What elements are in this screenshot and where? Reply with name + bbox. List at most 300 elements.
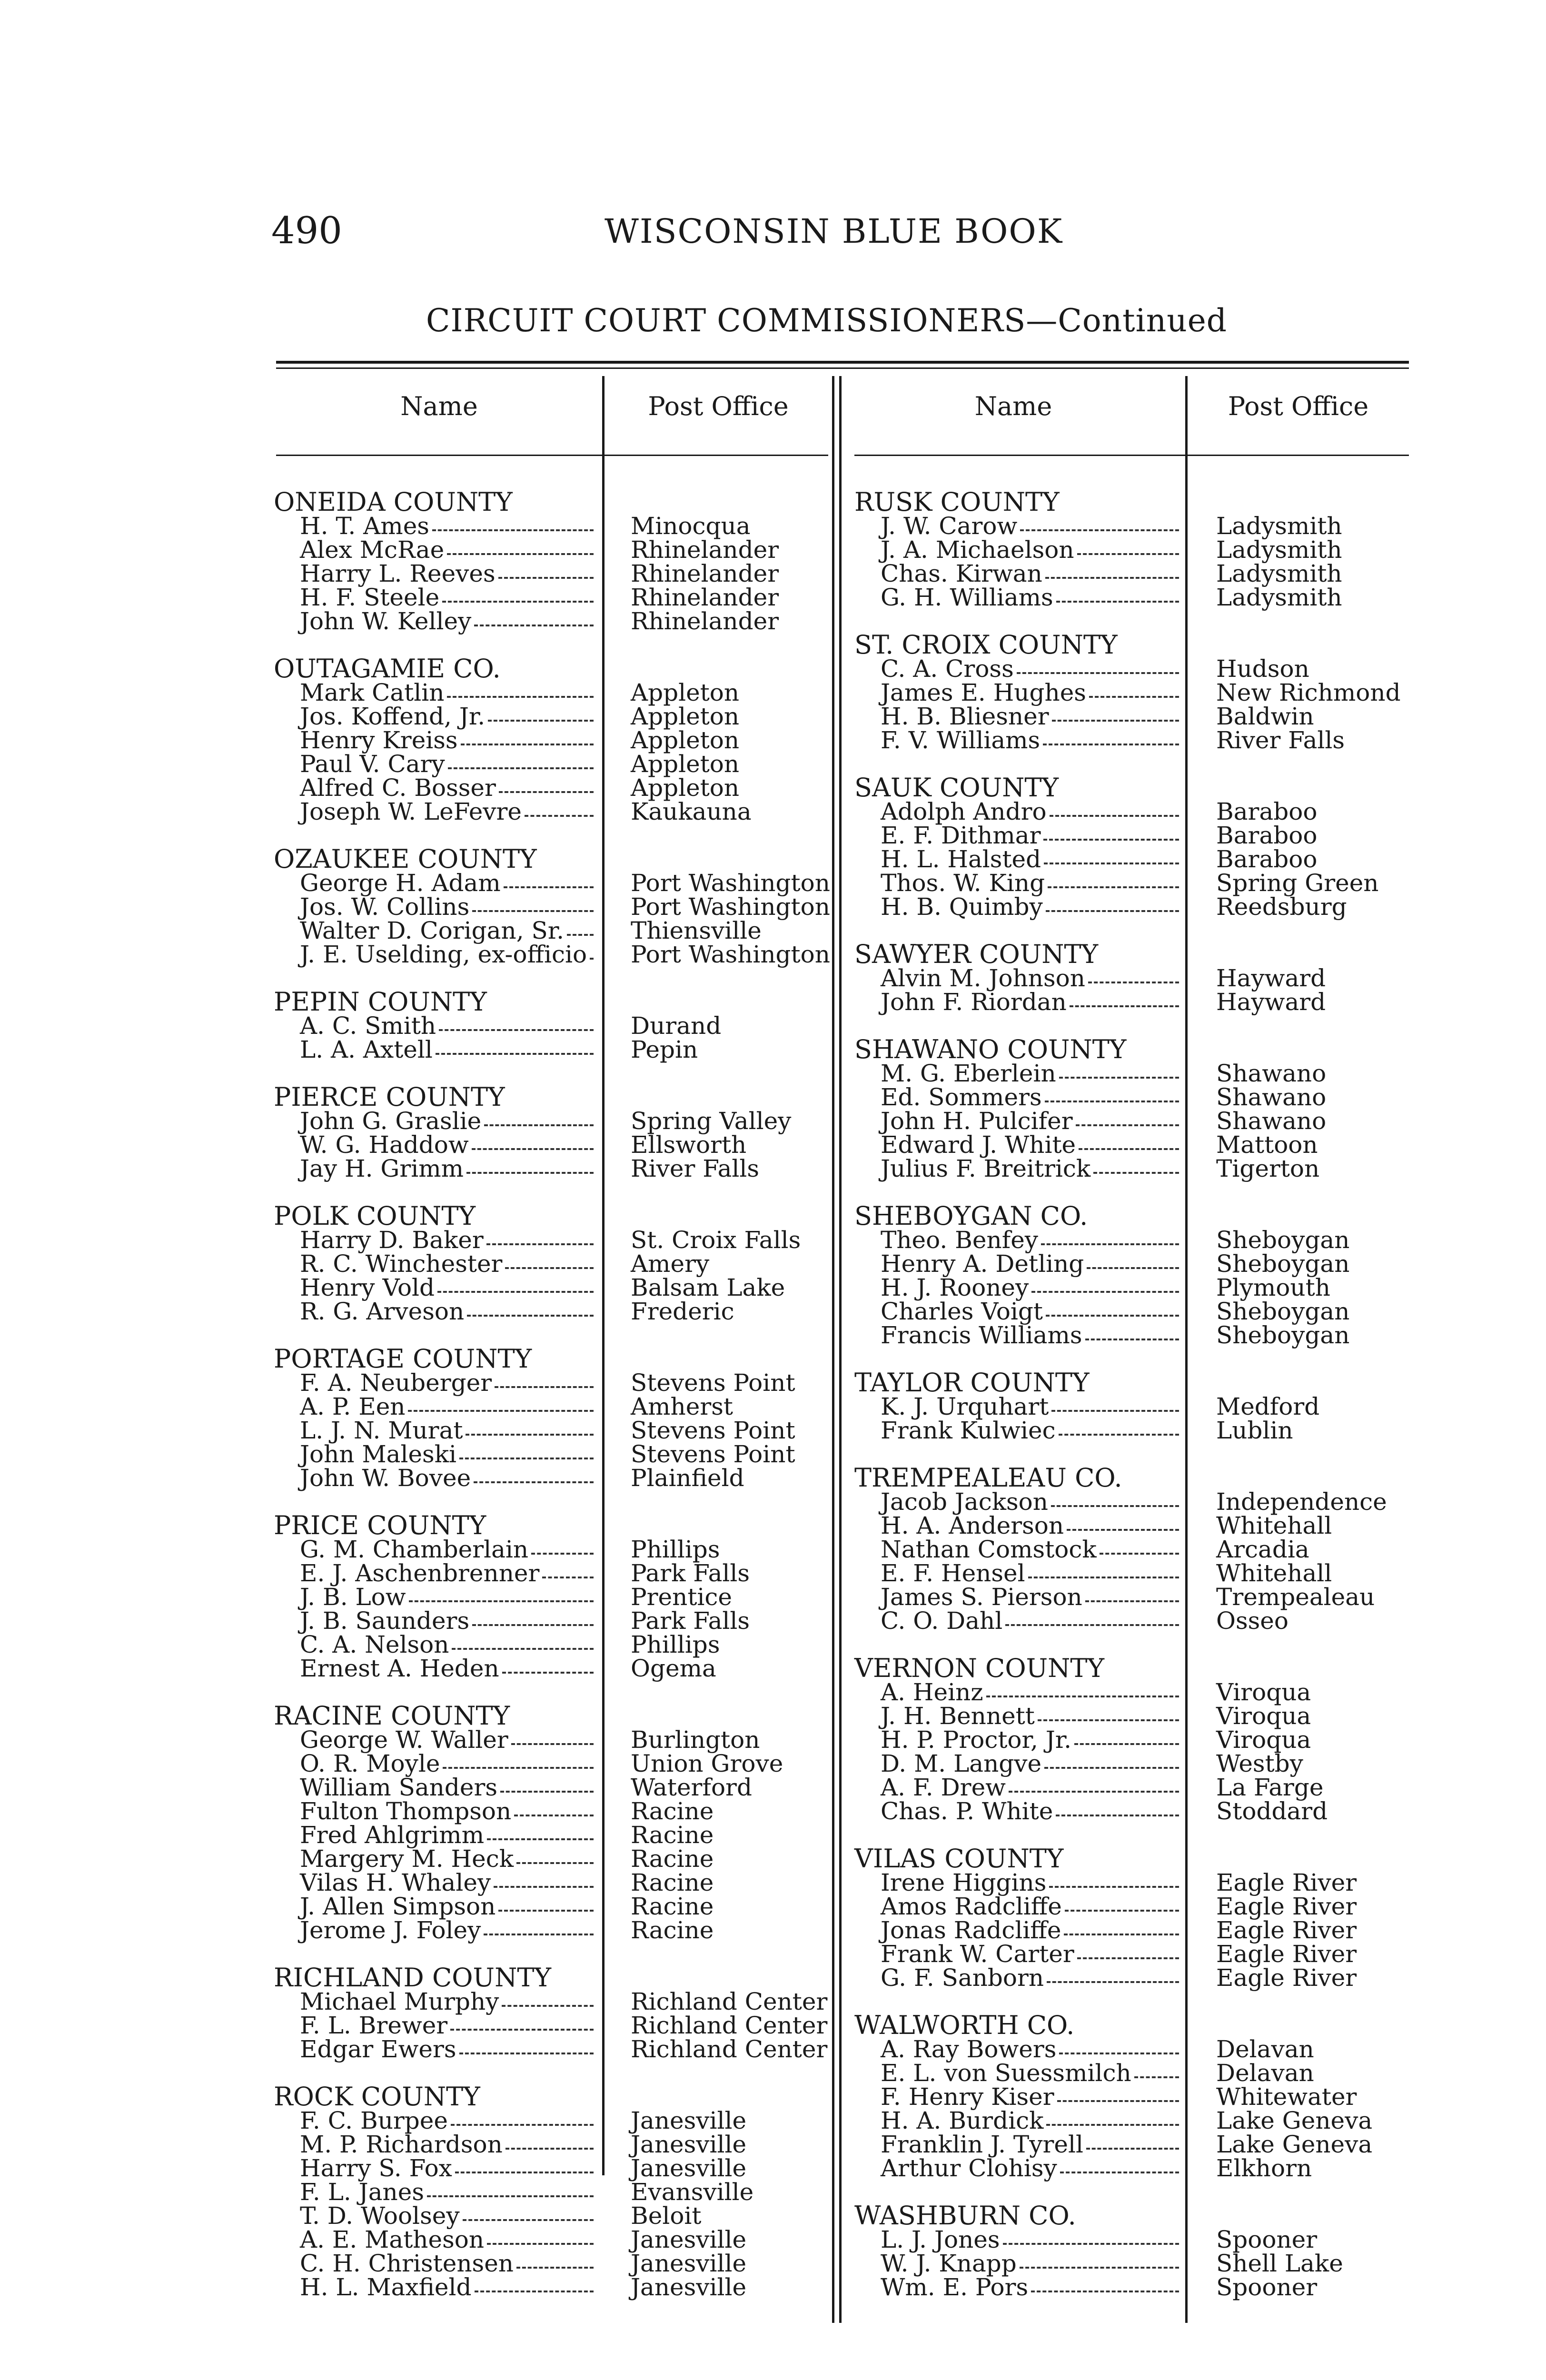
commissioner-row	[274, 2204, 830, 2228]
leader-dots	[1048, 886, 1179, 888]
commissioner-row	[854, 704, 1401, 728]
post-office: St. Croix Falls	[631, 1226, 801, 1254]
page-number: 490	[271, 209, 342, 252]
commissioner-row	[274, 538, 830, 562]
commissioner-name: John F. Riordan	[881, 988, 1067, 1016]
commissioner-row	[274, 562, 830, 585]
leader-dots	[525, 815, 594, 817]
commissioner-name: Vilas H. Whaley	[300, 1869, 491, 1896]
commissioner-name-cell	[274, 895, 602, 919]
post-office: Richland Center	[631, 2012, 828, 2039]
commissioner-name: Henry Kreiss	[300, 726, 458, 754]
commissioner-name-cell	[274, 1656, 602, 1680]
leader-dots	[474, 1481, 594, 1483]
commissioner-name: R. G. Arveson	[300, 1298, 465, 1325]
commissioner-name-cell	[854, 1609, 1188, 1633]
leader-dots	[488, 720, 594, 722]
commissioner-name-cell	[274, 585, 602, 609]
post-office: Ladysmith	[1216, 584, 1342, 611]
commissioner-name-cell	[274, 800, 602, 823]
commissioner-name-cell	[274, 2132, 602, 2156]
commissioner-name: Mark Catlin	[300, 679, 445, 706]
commissioner-name: C. O. Dahl	[881, 1607, 1003, 1635]
commissioner-name: A. E. Matheson	[300, 2226, 485, 2253]
post-office: Rhinelander	[631, 607, 779, 635]
post-office: Racine	[631, 1869, 714, 1896]
commissioner-name: C. H. Christensen	[300, 2250, 514, 2277]
county-heading: PEPIN COUNTY	[274, 987, 487, 1017]
leader-dots	[448, 767, 594, 769]
county-group	[854, 2010, 1401, 2204]
post-office: Janesville	[631, 2131, 747, 2158]
county-group	[274, 987, 830, 1085]
post-office: Trempealeau	[1216, 1583, 1375, 1611]
commissioner-row	[274, 1038, 830, 1061]
leader-dots	[443, 1767, 594, 1769]
county-group	[854, 939, 1401, 1038]
leader-dots	[1044, 863, 1179, 864]
county-heading: SHAWANO COUNTY	[854, 1034, 1127, 1064]
commissioner-name-cell	[274, 1799, 602, 1823]
commissioner-row	[274, 942, 830, 966]
post-office: Union Grove	[631, 1750, 783, 1777]
post-office: River Falls	[631, 1155, 760, 1182]
leader-dots	[1017, 672, 1179, 674]
post-office: Frederic	[631, 1298, 734, 1325]
leader-dots	[1070, 1005, 1179, 1007]
post-office: Prentice	[631, 1583, 733, 1611]
commissioner-row	[274, 895, 830, 919]
post-office: Shawano	[1216, 1107, 1327, 1135]
commissioner-name: Wm. E. Pors	[881, 2273, 1029, 2301]
commissioner-row	[854, 1680, 1401, 1704]
commissioner-row	[854, 1133, 1401, 1157]
leader-dots	[1087, 1267, 1179, 1269]
commissioner-row	[274, 1918, 830, 1942]
commissioner-row	[274, 2132, 830, 2156]
county-group	[274, 844, 830, 990]
top-rule-thin	[276, 367, 1409, 369]
commissioner-row	[274, 800, 830, 823]
commissioner-name-cell	[854, 538, 1188, 562]
commissioner-name: A. P. Een	[300, 1393, 406, 1420]
commissioner-row	[854, 1561, 1401, 1585]
commissioner-name-cell	[274, 919, 602, 942]
leader-dots	[986, 1696, 1179, 1697]
commissioner-name: A. C. Smith	[300, 1012, 436, 1040]
commissioner-row	[854, 1157, 1401, 1180]
commissioner-name: M. P. Richardson	[300, 2131, 503, 2158]
commissioner-name-cell	[854, 1799, 1188, 1823]
commissioner-row	[274, 609, 830, 633]
leader-dots	[1052, 720, 1179, 722]
post-office: Eagle River	[1216, 1893, 1357, 1920]
post-office: Viroqua	[1216, 1702, 1311, 1730]
commissioner-name: Harry S. Fox	[300, 2154, 452, 2182]
commissioner-name-cell	[854, 2132, 1188, 2156]
leader-dots	[1064, 1934, 1179, 1935]
commissioner-name: Theo. Benfey	[881, 1226, 1039, 1254]
commissioner-name-cell	[274, 728, 602, 752]
leader-dots	[498, 577, 594, 579]
leader-dots	[1028, 1577, 1179, 1578]
commissioner-name: H. L. Halsted	[881, 845, 1041, 873]
commissioner-name: J. B. Low	[300, 1583, 406, 1611]
commissioner-name: H. A. Anderson	[881, 1512, 1064, 1539]
leader-dots	[1056, 601, 1179, 603]
commissioner-name: A. Heinz	[881, 1678, 983, 1706]
commissioner-row	[274, 728, 830, 752]
county-heading: RICHLAND COUNTY	[274, 1963, 551, 1993]
post-office: Janesville	[631, 2226, 747, 2253]
commissioner-row	[854, 1871, 1401, 1894]
commissioner-row	[274, 1228, 830, 1252]
commissioner-row	[274, 1537, 830, 1561]
commissioner-name-cell	[274, 1228, 602, 1252]
leader-dots	[452, 1648, 594, 1650]
post-office: Stevens Point	[631, 1369, 795, 1397]
post-office: Minocqua	[631, 512, 751, 540]
commissioner-name: D. M. Langve	[881, 1750, 1042, 1777]
county-heading: RUSK COUNTY	[854, 487, 1060, 517]
commissioner-name: Fulton Thompson	[300, 1797, 512, 1825]
commissioner-name: Edgar Ewers	[300, 2035, 456, 2063]
post-office: Spooner	[1216, 2226, 1318, 2253]
commissioner-name-cell	[854, 1085, 1188, 1109]
commissioner-name-cell	[854, 681, 1188, 704]
leader-dots	[472, 1624, 594, 1626]
post-office: Port Washington	[631, 893, 830, 921]
leader-dots	[1009, 1791, 1179, 1793]
commissioner-name-cell	[854, 1728, 1188, 1752]
leader-dots	[487, 2243, 594, 2245]
post-office: Baldwin	[1216, 703, 1314, 730]
commissioner-name: C. A. Cross	[881, 655, 1014, 683]
leader-dots	[1086, 2148, 1179, 2150]
leader-dots	[486, 1243, 594, 1245]
leader-dots	[590, 958, 594, 960]
commissioner-row	[274, 514, 830, 538]
header-name-right: Name	[974, 391, 1052, 421]
commissioner-name-cell	[274, 2037, 602, 2061]
post-office: Tigerton	[1216, 1155, 1320, 1182]
commissioner-name-cell	[274, 1728, 602, 1752]
commissioner-name: F. L. Janes	[300, 2178, 424, 2206]
commissioner-name-cell	[854, 2228, 1188, 2251]
commissioner-name: Jerome J. Foley	[300, 1916, 481, 1944]
commissioner-row	[854, 585, 1401, 609]
county-heading: ONEIDA COUNTY	[274, 487, 513, 517]
commissioner-name: John W. Kelley	[300, 607, 472, 635]
leader-dots	[502, 2005, 594, 2007]
commissioner-name-cell	[854, 1561, 1188, 1585]
commissioner-name-cell	[274, 1157, 602, 1180]
post-office: La Farge	[1216, 1774, 1324, 1801]
post-office: Rhinelander	[631, 560, 779, 587]
commissioner-name-cell	[854, 1871, 1188, 1894]
commissioner-name: J. Allen Simpson	[300, 1893, 496, 1920]
commissioner-row	[274, 681, 830, 704]
commissioner-name-cell	[854, 2109, 1188, 2132]
leader-dots	[1043, 839, 1179, 841]
post-office: Port Washington	[631, 869, 830, 897]
county-group	[274, 1510, 830, 1704]
post-office: Ellsworth	[631, 1131, 747, 1159]
commissioner-name-cell	[854, 514, 1188, 538]
commissioner-row	[854, 681, 1401, 704]
commissioner-row	[274, 1871, 830, 1894]
county-heading: ST. CROIX COUNTY	[854, 630, 1118, 660]
leader-dots	[542, 1577, 594, 1578]
commissioner-name: G. H. Williams	[881, 584, 1053, 611]
commissioner-name-cell	[854, 1918, 1188, 1942]
commissioner-row	[274, 704, 830, 728]
commissioner-row	[274, 1609, 830, 1633]
leader-dots	[442, 601, 594, 603]
leader-dots	[466, 1172, 594, 1174]
commissioner-name-cell	[274, 2180, 602, 2204]
post-office: Phillips	[631, 1631, 720, 1658]
commissioner-name: W. J. Knapp	[881, 2250, 1017, 2277]
commissioner-row	[854, 1609, 1401, 1633]
commissioner-row	[854, 1085, 1401, 1109]
leader-dots	[451, 2124, 594, 2126]
commissioner-name-cell	[854, 2085, 1188, 2109]
leader-dots	[461, 744, 594, 745]
leader-dots	[1031, 1291, 1179, 1293]
commissioner-name-cell	[854, 1061, 1188, 1085]
leader-dots	[439, 1029, 594, 1031]
county-heading: VERNON COUNTY	[854, 1653, 1105, 1683]
commissioner-name: James E. Hughes	[881, 679, 1086, 706]
post-office: Hudson	[1216, 655, 1309, 683]
post-office: Stoddard	[1216, 1797, 1328, 1825]
post-office: Park Falls	[631, 1607, 750, 1635]
post-office: Sheboygan	[1216, 1321, 1350, 1349]
commissioner-name: Henry A. Detling	[881, 1250, 1084, 1278]
commissioner-name: G. F. Sanborn	[881, 1964, 1044, 1992]
commissioner-row	[854, 2156, 1401, 2180]
commissioner-row	[274, 1157, 830, 1180]
commissioner-name: Alvin M. Johnson	[881, 964, 1085, 992]
commissioner-row	[854, 728, 1401, 752]
commissioner-name: John Maleski	[300, 1440, 456, 1468]
post-office: Shawano	[1216, 1060, 1327, 1087]
commissioner-name-cell	[274, 538, 602, 562]
leader-dots	[447, 696, 594, 698]
commissioner-row	[274, 1633, 830, 1656]
leader-dots	[450, 2029, 594, 2031]
commissioner-row	[854, 1775, 1401, 1799]
commissioner-row	[854, 847, 1401, 871]
commissioner-name: F. A. Neuberger	[300, 1369, 492, 1397]
commissioner-name: Edward J. White	[881, 1131, 1076, 1159]
commissioner-row	[854, 1490, 1401, 1514]
post-office: Appleton	[631, 703, 740, 730]
leader-dots	[472, 910, 594, 912]
commissioner-row	[854, 1799, 1401, 1823]
post-office: Spooner	[1216, 2273, 1318, 2301]
county-heading: ROCK COUNTY	[274, 2082, 480, 2112]
commissioner-name: Thos. W. King	[881, 869, 1045, 897]
post-office: Evansville	[631, 2178, 754, 2206]
county-heading: WALWORTH CO.	[854, 2010, 1075, 2040]
leader-dots	[504, 886, 594, 888]
commissioner-row	[274, 2180, 830, 2204]
commissioner-name: Ed. Sommers	[881, 1083, 1042, 1111]
post-office: Viroqua	[1216, 1678, 1311, 1706]
commissioner-name: E. F. Dithmar	[881, 822, 1041, 849]
county-group	[854, 1463, 1401, 1656]
commissioner-row	[274, 1823, 830, 1847]
post-office: Racine	[631, 1797, 714, 1825]
post-office: River Falls	[1216, 726, 1345, 754]
commissioner-name-cell	[274, 2156, 602, 2180]
county-group	[854, 1201, 1401, 1371]
commissioner-name: Fred Ahlgrimm	[300, 1821, 485, 1849]
commissioner-name: R. C. Winchester	[300, 1250, 503, 1278]
commissioner-name-cell	[854, 1418, 1188, 1442]
post-office: New Richmond	[1216, 679, 1401, 706]
commissioner-row	[854, 1942, 1401, 1966]
county-group	[854, 1653, 1401, 1847]
leader-dots	[487, 1838, 594, 1840]
commissioner-name: Julius F. Breitrick	[881, 1155, 1091, 1182]
commissioner-row	[854, 2251, 1401, 2275]
leader-dots	[436, 1053, 594, 1055]
leader-dots	[1044, 1767, 1179, 1769]
leader-dots	[1051, 1410, 1179, 1412]
commissioner-name-cell	[854, 728, 1188, 752]
leader-dots	[459, 2053, 594, 2054]
commissioner-row	[854, 1704, 1401, 1728]
post-office: Rhinelander	[631, 536, 779, 564]
post-office: Racine	[631, 1916, 714, 1944]
post-office: Amherst	[631, 1393, 733, 1420]
commissioner-name: W. G. Haddow	[300, 1131, 469, 1159]
right-listing	[854, 487, 1401, 2301]
commissioner-name-cell	[854, 895, 1188, 919]
commissioner-name: Alex McRae	[300, 536, 445, 564]
leader-dots	[1020, 529, 1179, 531]
col-divider-center-b	[839, 376, 842, 2323]
leader-dots	[1051, 1505, 1179, 1507]
commissioner-name: H. J. Rooney	[881, 1274, 1029, 1301]
commissioner-row	[274, 1109, 830, 1133]
post-office: Ogema	[631, 1655, 716, 1682]
leader-dots	[1089, 696, 1179, 698]
commissioner-name-cell	[854, 800, 1188, 823]
post-office: Durand	[631, 1012, 722, 1040]
post-office: Viroqua	[1216, 1726, 1311, 1754]
county-heading: POLK COUNTY	[274, 1201, 476, 1231]
county-group	[854, 487, 1401, 633]
commissioner-name: J. W. Carow	[881, 512, 1018, 540]
leader-dots	[567, 934, 594, 936]
post-office: Balsam Lake	[631, 1274, 785, 1301]
commissioner-name-cell	[854, 847, 1188, 871]
commissioner-row	[854, 800, 1401, 823]
post-office: Pepin	[631, 1036, 698, 1063]
commissioner-name: Harry L. Reeves	[300, 560, 496, 587]
commissioner-name-cell	[274, 2109, 602, 2132]
leader-dots	[484, 1124, 594, 1126]
leader-dots	[511, 1743, 594, 1745]
commissioner-name-cell	[854, 1228, 1188, 1252]
leader-dots	[447, 553, 594, 555]
commissioner-name-cell	[854, 1299, 1188, 1323]
county-group	[274, 1701, 830, 1966]
commissioner-name-cell	[854, 823, 1188, 847]
commissioner-name-cell	[854, 1537, 1188, 1561]
commissioner-row	[274, 585, 830, 609]
post-office: Arcadia	[1216, 1536, 1309, 1563]
commissioner-name: George H. Adam	[300, 869, 501, 897]
commissioner-row	[274, 1752, 830, 1775]
post-office: Baraboo	[1216, 845, 1318, 873]
post-office: Sheboygan	[1216, 1226, 1350, 1254]
header-rule-left	[276, 455, 828, 456]
county-heading: TREMPEALEAU CO.	[854, 1463, 1122, 1493]
leader-dots	[1046, 1315, 1179, 1317]
commissioner-name: K. J. Urquhart	[881, 1393, 1049, 1420]
commissioner-row	[854, 895, 1401, 919]
commissioner-name-cell	[854, 1704, 1188, 1728]
commissioner-row	[274, 2013, 830, 2037]
commissioner-name: George W. Waller	[300, 1726, 508, 1754]
commissioner-row	[854, 1323, 1401, 1347]
leader-dots	[408, 1410, 594, 1412]
commissioner-name-cell	[274, 1371, 602, 1395]
leader-dots	[531, 1553, 594, 1555]
post-office: Lake Geneva	[1216, 2107, 1373, 2134]
commissioner-name-cell	[274, 2275, 602, 2299]
post-office: Medford	[1216, 1393, 1320, 1420]
commissioner-name-cell	[274, 1633, 602, 1656]
commissioner-name: L. A. Axtell	[300, 1036, 433, 1063]
header-rule-right	[854, 455, 1409, 456]
commissioner-row	[274, 1252, 830, 1276]
commissioner-row	[854, 657, 1401, 681]
commissioner-name: James S. Pierson	[881, 1583, 1082, 1611]
commissioner-name: H. T. Ames	[300, 512, 429, 540]
commissioner-name: Nathan Comstock	[881, 1536, 1097, 1563]
leader-dots	[1003, 2243, 1179, 2245]
post-office: Ladysmith	[1216, 536, 1342, 564]
county-heading: VILAS COUNTY	[854, 1844, 1064, 1874]
commissioner-name-cell	[274, 1442, 602, 1466]
commissioner-name-cell	[274, 752, 602, 776]
leader-dots	[1041, 1243, 1179, 1245]
leader-dots	[475, 2291, 594, 2292]
post-office: Thiensville	[631, 917, 762, 944]
post-office: Appleton	[631, 750, 740, 778]
post-office: Racine	[631, 1893, 714, 1920]
commissioner-row	[274, 1656, 830, 1680]
commissioner-name: H. B. Quimby	[881, 893, 1043, 921]
post-office: Janesville	[631, 2154, 747, 2182]
commissioner-name-cell	[274, 1133, 602, 1157]
commissioner-name-cell	[274, 2204, 602, 2228]
post-office: Baraboo	[1216, 822, 1318, 849]
commissioner-name: Irene Higgins	[881, 1869, 1047, 1896]
commissioner-name-cell	[854, 1395, 1188, 1418]
commissioner-name-cell	[854, 1942, 1188, 1966]
commissioner-name-cell	[854, 1894, 1188, 1918]
commissioner-name: John W. Bovee	[300, 1464, 471, 1492]
commissioner-row	[854, 1514, 1401, 1537]
commissioner-name-cell	[854, 704, 1188, 728]
